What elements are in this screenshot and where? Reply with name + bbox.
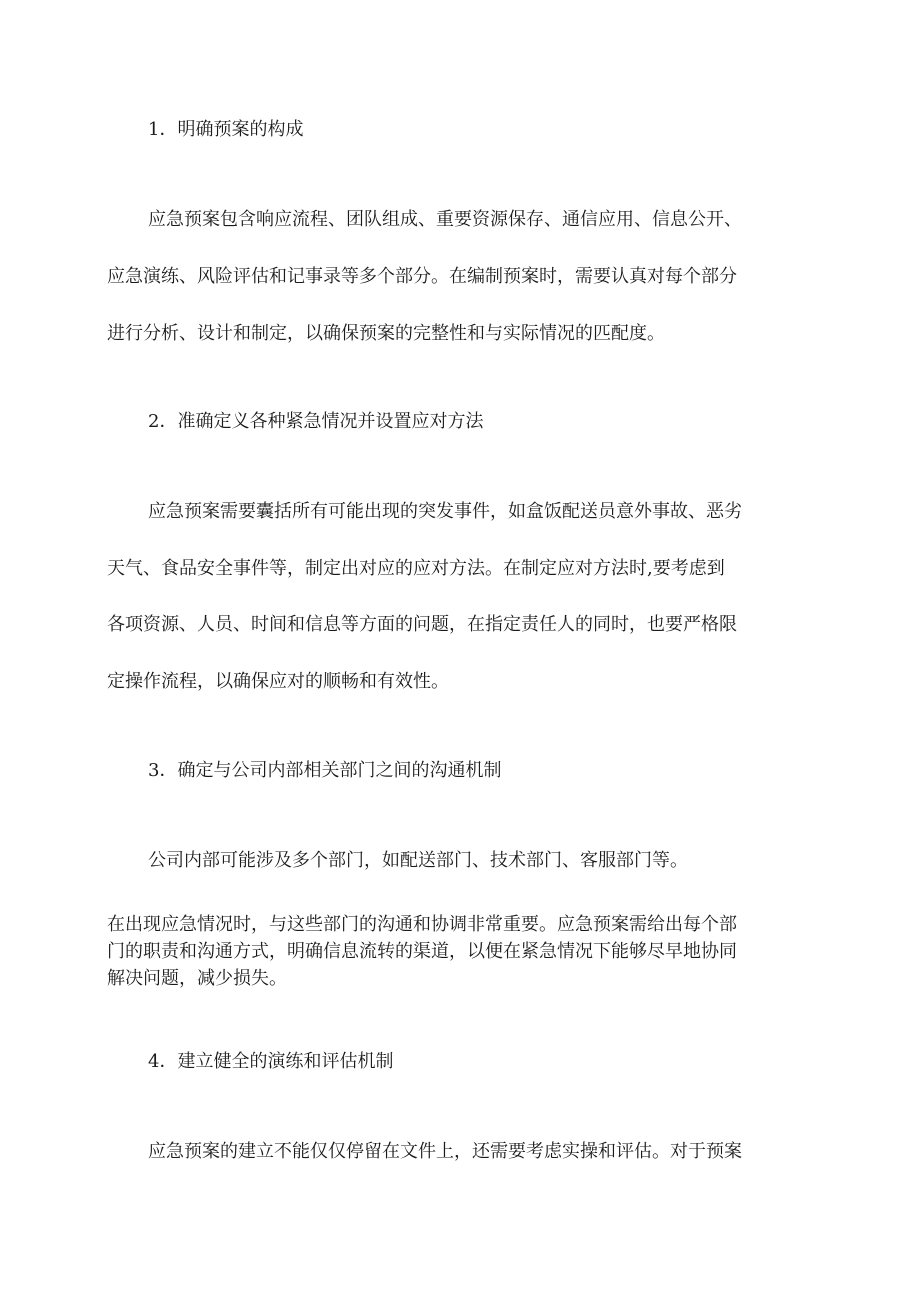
paragraph-line: 在出现应急情况时，与这些部门的沟通和协调非常重要。应急预案需给出每个部	[107, 914, 737, 935]
paragraph-line: 各项资源、人员、时间和信息等方面的问题，在指定责任人的同时，也要严格限	[107, 614, 737, 635]
paragraph-line: 公司内部可能涉及多个部门，如配送部门、技术部门、客服部门等。	[148, 850, 688, 871]
paragraph-line: 应急预案需要囊括所有可能出现的突发事件，如盒饭配送员意外事故、恶劣	[148, 501, 742, 522]
section-heading-3: 3．确定与公司内部相关部门之间的沟通机制	[148, 760, 502, 781]
paragraph-line: 天气、食品安全事件等，制定出对应的应对方法。在制定应对方法时,要考虑到	[107, 558, 725, 579]
section-heading-2: 2．准确定义各种紧急情况并设置应对方法	[148, 411, 484, 432]
paragraph-line: 定操作流程，以确保应对的顺畅和有效性。	[107, 671, 449, 692]
section-heading-1: 1．明确预案的构成	[148, 119, 304, 140]
paragraph-line: 门的职责和沟通方式，明确信息流转的渠道，以便在紧急情况下能够尽早地协同	[107, 941, 737, 962]
section-heading-4: 4．建立健全的演练和评估机制	[148, 1051, 394, 1072]
paragraph-line: 应急预案的建立不能仅仅停留在文件上，还需要考虑实操和评估。对于预案	[148, 1141, 742, 1162]
paragraph-line: 解决问题，减少损失。	[107, 968, 287, 989]
paragraph-line: 应急演练、风险评估和记事录等多个部分。在编制预案时，需要认真对每个部分	[107, 266, 737, 287]
paragraph-line: 进行分析、设计和制定，以确保预案的完整性和与实际情况的匹配度。	[107, 323, 665, 344]
paragraph-line: 应急预案包含响应流程、团队组成、重要资源保存、通信应用、信息公开、	[148, 209, 742, 230]
